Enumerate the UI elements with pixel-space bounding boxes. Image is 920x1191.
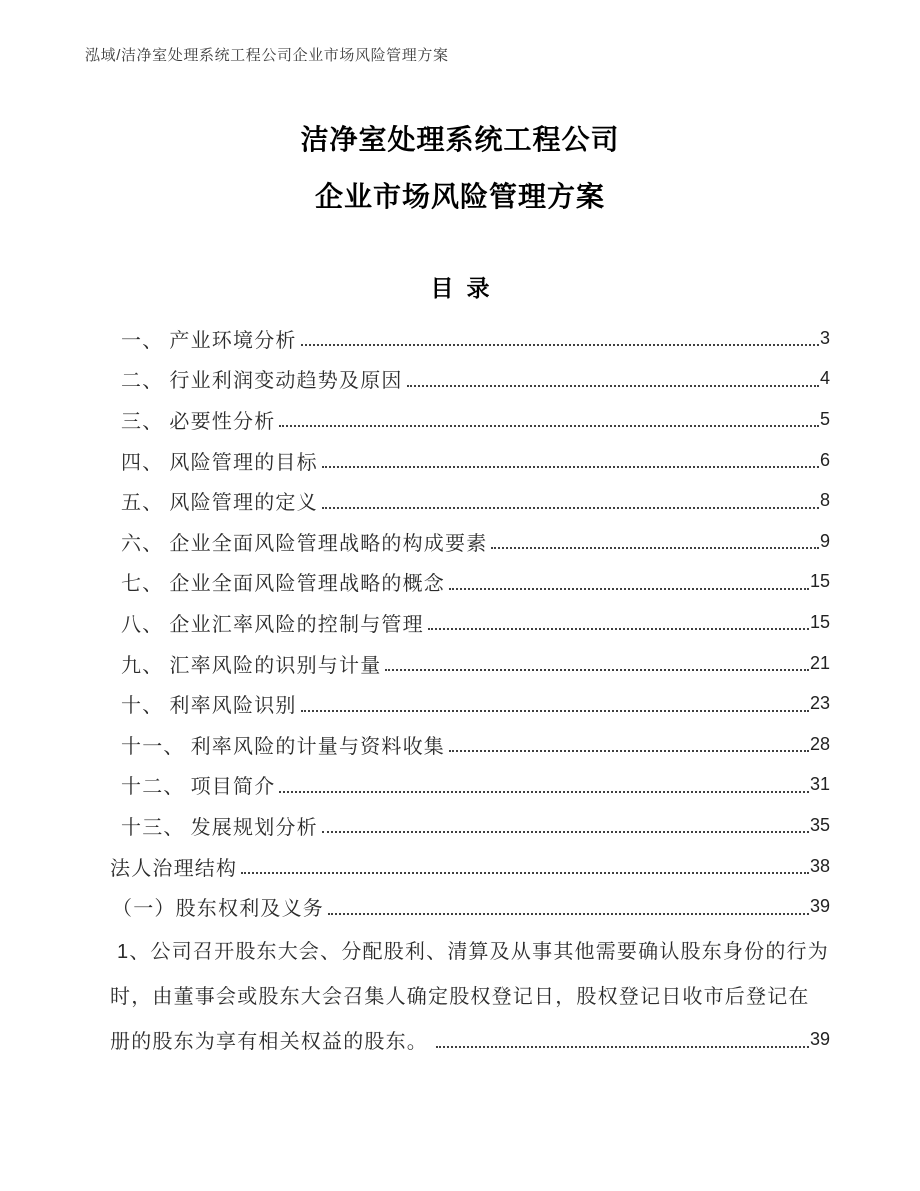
toc-entry-6[interactable] bbox=[90, 521, 830, 562]
leader-dots bbox=[301, 330, 819, 346]
toc-entry-title: 必要性分析 bbox=[169, 410, 276, 433]
leader-dots bbox=[491, 533, 819, 549]
toc-entry-13[interactable] bbox=[90, 805, 830, 846]
toc-entry-number: 七、 bbox=[121, 573, 164, 596]
leader-dots bbox=[449, 574, 809, 590]
toc-entry-title: 风险管理的定义 bbox=[169, 492, 318, 515]
toc-entry-5[interactable] bbox=[90, 480, 830, 521]
toc-entry-title: 行业利润变动趋势及原因 bbox=[169, 370, 403, 393]
toc-entry-number: 十、 bbox=[121, 695, 164, 718]
toc-entry-title: 风险管理的目标 bbox=[169, 451, 318, 474]
leader-dots bbox=[328, 899, 809, 915]
toc-entry-title: 企业全面风险管理战略的构成要素 bbox=[169, 532, 488, 555]
toc-entry-title: 项目简介 bbox=[190, 776, 276, 799]
toc-paragraph-line3 bbox=[110, 1017, 830, 1062]
toc-entry-title: 产业环境分析 bbox=[169, 329, 297, 352]
toc-entry-number: 八、 bbox=[121, 613, 164, 636]
toc-entry-number: 六、 bbox=[121, 532, 164, 555]
leader-dots bbox=[449, 736, 809, 752]
toc-entry-12[interactable] bbox=[90, 765, 830, 806]
toc-entry-number: 一、 bbox=[121, 329, 164, 352]
toc-paragraph-line1 bbox=[110, 927, 830, 972]
toc-page-number: 31 bbox=[809, 774, 830, 795]
toc-entry-11[interactable] bbox=[90, 724, 830, 765]
toc-entry-number: 二、 bbox=[121, 370, 164, 393]
leader-dots bbox=[301, 696, 809, 712]
toc-entry-number: 五、 bbox=[121, 492, 164, 515]
toc-page-number: 6 bbox=[819, 449, 830, 470]
toc-entry-9[interactable] bbox=[90, 643, 830, 684]
toc-entry-title: 汇率风险的识别与计量 bbox=[169, 654, 382, 677]
toc-paragraph-text: 时，由董事会或股东大会召集人确定股权登记日，股权登记日收市后登记在 bbox=[110, 986, 810, 1009]
toc-page-number: 8 bbox=[819, 490, 830, 511]
toc-entry-4[interactable] bbox=[90, 440, 830, 481]
toc-entry-title: 企业汇率风险的控制与管理 bbox=[169, 613, 424, 636]
toc-paragraph-text: 1、公司召开股东大会、分配股利、清算及从事其他需要确认股东身份的行为 bbox=[117, 941, 829, 964]
leader-dots bbox=[436, 1032, 809, 1048]
toc-entry-number: 十三、 bbox=[121, 816, 185, 839]
toc-page-number: 39 bbox=[809, 1029, 830, 1050]
leader-dots bbox=[279, 777, 809, 793]
toc-page-number: 39 bbox=[809, 896, 830, 917]
toc-entry-number: 十二、 bbox=[121, 776, 185, 799]
toc-entry-title: 发展规划分析 bbox=[190, 816, 318, 839]
toc-page-number: 35 bbox=[809, 814, 830, 835]
toc-entry-shareholder-rights[interactable] bbox=[90, 886, 830, 927]
leader-dots bbox=[322, 452, 819, 468]
toc-page-number: 28 bbox=[809, 733, 830, 754]
doc-title-line2: 企业市场风险管理方案 bbox=[314, 181, 605, 212]
toc-paragraph-text: 册的股东为享有相关权益的股东。 bbox=[110, 1031, 428, 1054]
toc-page-number: 9 bbox=[819, 530, 830, 551]
toc-entry-title: 利率风险识别 bbox=[169, 695, 297, 718]
toc-entry-number: 三、 bbox=[121, 410, 164, 433]
toc-entry-7[interactable] bbox=[90, 562, 830, 603]
leader-dots bbox=[322, 493, 819, 509]
toc-paragraph-line2 bbox=[110, 972, 830, 1017]
leader-dots bbox=[385, 655, 809, 671]
toc-entry-title: 利率风险的计量与资料收集 bbox=[190, 735, 446, 758]
toc-entry-title: 法人治理结构 bbox=[110, 857, 238, 880]
toc-page-number: 15 bbox=[809, 571, 830, 592]
toc-entry-10[interactable] bbox=[90, 683, 830, 724]
toc-entry-title: （一）股东权利及义务 bbox=[112, 898, 324, 921]
leader-dots bbox=[407, 371, 819, 387]
toc-entry-title: 企业全面风险管理战略的概念 bbox=[169, 573, 446, 596]
toc-page-number: 38 bbox=[809, 855, 830, 876]
leader-dots bbox=[279, 411, 819, 427]
table-of-contents bbox=[90, 318, 830, 927]
leader-dots bbox=[241, 858, 809, 874]
toc-page-number: 21 bbox=[809, 652, 830, 673]
toc-entry-2[interactable] bbox=[90, 359, 830, 400]
leader-dots bbox=[428, 614, 809, 630]
toc-entry-1[interactable] bbox=[90, 318, 830, 359]
doc-title-line1: 洁净室处理系统工程公司 bbox=[300, 124, 620, 155]
toc-page-number: 4 bbox=[819, 368, 830, 389]
document-header: 泓域/洁净室处理系统工程公司企业市场风险管理方案 bbox=[85, 47, 449, 64]
toc-page-number: 5 bbox=[819, 408, 830, 429]
toc-entry-3[interactable] bbox=[90, 399, 830, 440]
toc-page-number: 3 bbox=[819, 327, 830, 348]
toc-heading: 目录 bbox=[430, 275, 503, 301]
toc-entry-number: 九、 bbox=[121, 654, 164, 677]
toc-entry-governance[interactable] bbox=[90, 846, 830, 887]
toc-entry-paragraph[interactable] bbox=[110, 927, 830, 1063]
toc-entry-number: 四、 bbox=[121, 451, 164, 474]
toc-page-number: 15 bbox=[809, 611, 830, 632]
toc-entry-8[interactable] bbox=[90, 602, 830, 643]
toc-page-number: 23 bbox=[809, 693, 830, 714]
leader-dots bbox=[322, 817, 809, 833]
toc-entry-number: 十一、 bbox=[121, 735, 185, 758]
